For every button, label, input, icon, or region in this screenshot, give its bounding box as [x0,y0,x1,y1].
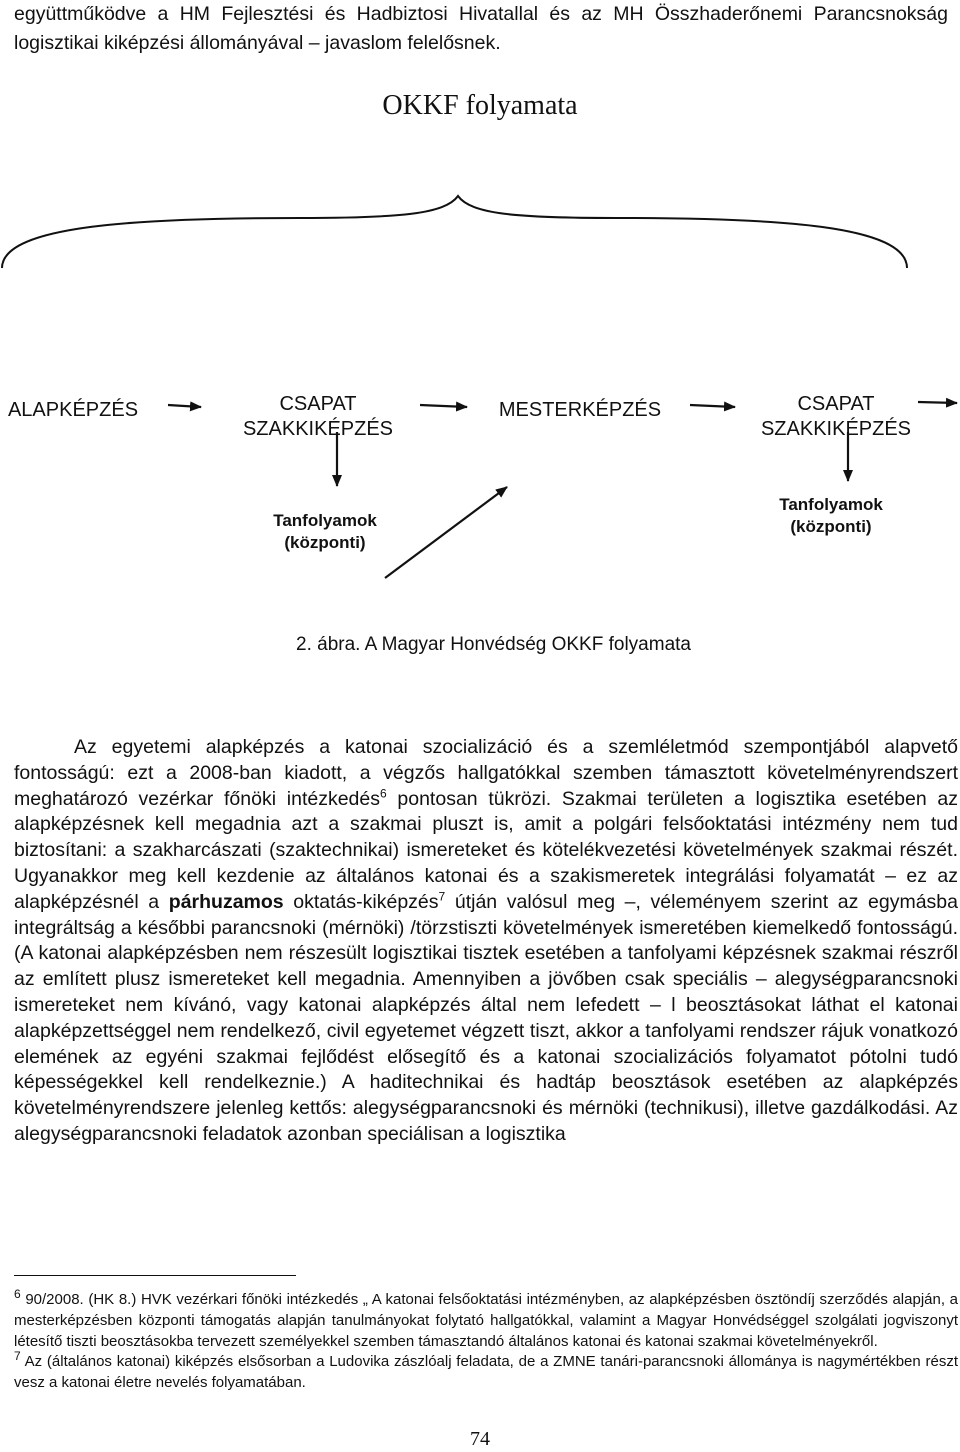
tanfolyam2-line1: Tanfolyamok [779,495,883,514]
body-text [14,735,958,1148]
body-text-part-3: oktatás-kiképzés [283,890,439,913]
node-csapat-szakkikepzes-2 [738,392,934,442]
footnote-6-number: 6 [14,1287,21,1301]
footnote-7-number: 7 [14,1349,21,1364]
node-csapat2-line1: CSAPAT [797,393,875,415]
node-csapat1-line2: SZAKKIKÉPZÉS [242,418,394,440]
node-mesterkepzes [482,398,678,423]
footnote-7-text: Az (általános katonai) kiképzés elsősorban a Ludovika zászlóalj feladata, de a ZMNE tanári-parancsnoki állománya is nagymértékben részt vesz a katonai életre nevelés folyamatában. [14,1353,958,1392]
tanfolyamok-kozponti-1 [240,510,410,554]
footnote-7 [14,1349,958,1394]
tanfolyam2-line2: (központi) [790,517,872,536]
node-csapat2-line2: SZAKKIKÉPZÉS [760,418,912,440]
footnote-6 [14,1287,958,1352]
footnote-ref-6: 6 [380,786,387,801]
arrow-mester-to-csapat [690,405,735,407]
body-paragraph [14,735,958,1148]
arrow-alap-to-csapat [168,405,201,407]
node-csapat1-line1: CSAPAT [279,393,357,415]
node-alapkepzes-label: ALAPKÉPZÉS [7,399,139,421]
tanfolyamok-kozponti-2 [746,494,916,538]
intro-paragraph: együttműködve a HM Fejlesztési és Hadbiztosi Hivatallal és az MH Összhaderőnemi Parancsnokság logisztikai kiképzési állományával – javaslom felelősnek. [14,3,948,54]
footnote-6-text: 90/2008. (HK 8.) HVK vezérkari főnöki intézkedés „ A katonai felsőoktatási intézményben, az alapképzésben ösztöndíj szerződés alapján, a mesterképzésben központi támogatás alapján tanulmányokat folytató hallgatókkal, valamint a Magyar Honvédséggel szolgálati jogviszonyt létesítő tiszti beosztásokba tervezett személyekkel szemben támasztandó általános katonai és katonai szakmai követelményekről. [14,1291,958,1350]
node-csapat-szakkikepzes-1 [220,392,416,442]
body-text-part-1: Az egyetemi alapképzés a katonai szocializáció és a szemléletmód szempontjából alapvető fontosságú: ezt a 2008-ban kiadott, a végzős hallgatókkal szemben támasztott követelményrendszert meghatározó vezérkar főnöki intézkedés [14,736,958,810]
page-number: 74 [470,1428,490,1450]
figure-caption: 2. ábra. A Magyar Honvédség OKKF folyamata [296,634,691,655]
footnotes [14,1287,958,1394]
body-bold-term: párhuzamos [168,890,284,913]
footnote-ref-7: 7 [438,889,446,904]
diagram-title: OKKF folyamata [382,90,578,121]
body-text-part-2: pontosan tükrözi. Szakmai területen a logisztika esetében az alapképzésnek kell megadnia azt a szakmai pluszt is, amit a polgári felsőoktatási intézmény nem tud biztosítani: a szakharcászati (szaktechnikai) ismereteket és kötelékvezetési követelmények szakmai részét. Ugyanakkor meg kell kezdenie az általános katonai és a szakismeretek integrálási folyamatát – ez az alapképzésnél a [14,787,959,913]
arrow-csapat-to-mester [420,405,467,407]
tanfolyam1-line2: (központi) [284,533,366,552]
node-alapkepzes [0,398,146,423]
footnote-separator [14,1275,296,1276]
node-mester-label: MESTERKÉPZÉS [498,399,662,421]
curly-brace [2,196,907,268]
body-text-part-4: útján valósul meg –, véleményem szerint az egymásba integráltság a későbbi parancsnoki (mérnöki) /törzstiszti követelmények ismeretében kiemelkedő fontosságú. (A katonai alapképzésben nem részesült logisztikai tisztek esetében a tanfolyami képzésnek szakmai részről az említett plusz ismereteket kell megadnia. Amennyiben a jövőben csak speciális – alegységparancsnoki ismereteket nem kívánó, vagy katonai alapképzés által nem lefedett – l beosztásokat láthat el katonai alapképzettséggel nem rendelkező, civil egyetemet végzett tiszt, akkor a tanfolyami rendszer rájuk vonatkozó elemének az egyéni szakmai fejlődést elősegítő és a katonai szocializációs folyamatot pótolni tudó képességekkel kell rendelkeznie.) A haditechnikai és hadtáp beosztások esetében az alapképzés követelményrendszere jelenleg kettős: alegységparancsnoki és mérnöki (technikusi), illetve gazdálkodási. Az alegységparancsnoki feladatok azonban speciálisan a logisztika [14,890,958,1145]
tanfolyam1-line1: Tanfolyamok [273,511,377,530]
